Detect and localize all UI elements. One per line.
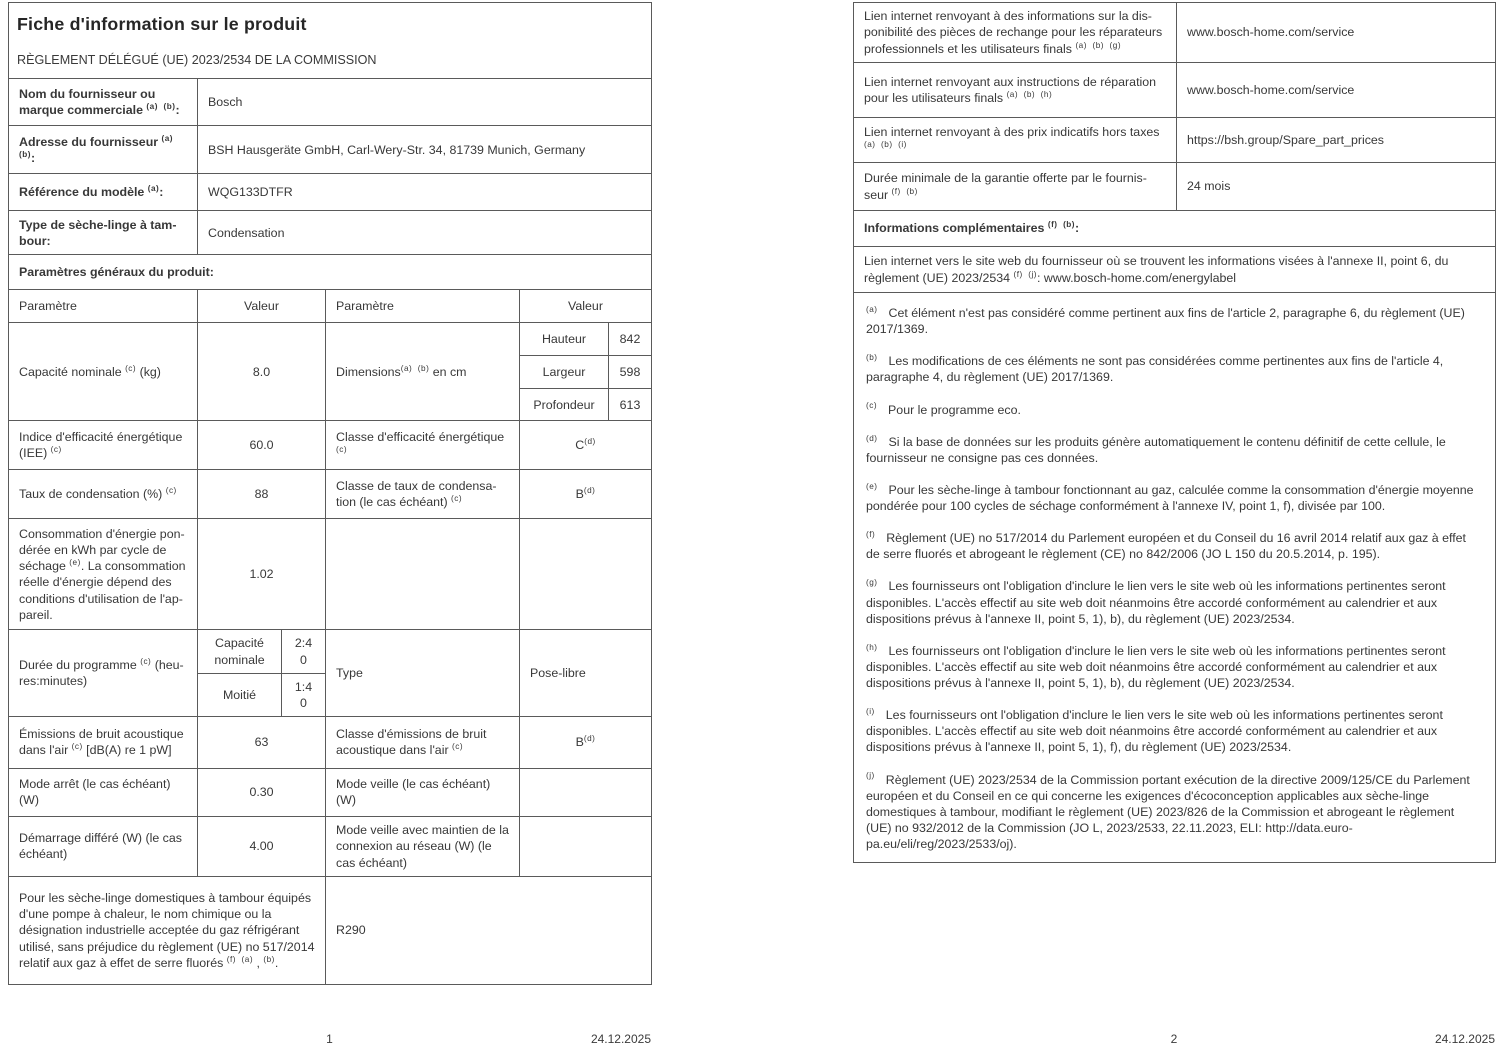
product-fiche-table: [8, 2, 652, 985]
supplier-address-value: BSH Hausgeräte GmbH, Carl-Wery-Str. 34, 81739 Munich, Germany: [198, 126, 652, 174]
supplier-name-value: Bosch: [198, 79, 652, 126]
footnote-e: $^{(e)}$ Pour les sèche-linge à tambour fonctionnant au gaz, calculée comme la consommation d'énergie moyenne pondérée pour 100 cycles de séchage conformément à l'annexe IV, point 1, f), divisée par 100.: [866, 481, 1474, 513]
minimum-guarantee-label: Durée minimale de la garantie offerte par le fournisseur $^{(f) (b)}$: [854, 163, 1177, 211]
regulation-subtitle: RÈGLEMENT DÉLÉGUÉ (UE) 2023/2534 DE LA COMMISSION: [17, 53, 377, 68]
off-mode-value: 0.30: [198, 768, 326, 816]
indicative-prices-link-label: Lien internet renvoyant à des prix indicatifs hors taxes $^{(a) (b) (i)}$: [854, 118, 1177, 163]
dryer-type-value: Condensation: [198, 211, 652, 255]
duration-half-load-value: 1:40: [282, 673, 326, 716]
page-1: [8, 2, 651, 985]
standby-mode-value: [520, 768, 652, 816]
refrigerant-label: Pour les sèche-linge domestiques à tambour équipés d'une pompe à chaleur, le nom chimique ou la désignation industrielle acceptée du gaz réfrigérant utilisé, sans préjudice du règlement (UE) no 517/2014 relatif aux gaz à effet de serre fluorés $^{(f) (a)}$ , $^{(b)}$.: [9, 876, 326, 984]
rated-capacity-label: Capacité nominale $^{(c)}$ (kg): [9, 323, 198, 421]
condensation-rate-value: 88: [198, 470, 326, 519]
footnote-f: $^{(f)}$ Règlement (UE) no 517/2014 du Parlement européen et du Conseil du 16 avril 2014 relatif aux gaz à effet de serre fluorés et abrogeant le règlement (CE) no 842/2006 (JO L 150 du 20.5.2014, p. 195).: [866, 530, 1466, 562]
col-header-parameter-1: Paramètre: [9, 290, 198, 323]
duration-rated-capacity-value: 2:40: [282, 630, 326, 673]
noise-class-label: Classe d'émissions de bruit acoustique dans l'air $^{(c)}$: [326, 716, 520, 768]
additional-information-heading: Informations complémentaires $^{(f) (b)}$:: [854, 211, 1496, 247]
page1-number: 1: [326, 1032, 333, 1046]
col-header-value-1: Valeur: [198, 290, 326, 323]
col-header-parameter-2: Paramètre: [326, 290, 520, 323]
installation-type-label: Type: [326, 630, 520, 717]
footnotes-cell: [854, 293, 1496, 863]
dimension-depth-label: Profondeur: [520, 389, 609, 421]
repair-instructions-link-value: www.bosch-home.com/service: [1177, 63, 1496, 118]
page1-date: 24.12.2025: [590, 1032, 651, 1046]
energy-efficiency-index-value: 60.0: [198, 421, 326, 470]
col-header-value-2: Valeur: [520, 290, 652, 323]
standby-mode-label: Mode veille (le cas échéant) (W): [326, 768, 520, 816]
dimension-height-value: 842: [609, 323, 652, 356]
condensation-class-value: $B^{(d)}$: [520, 470, 652, 519]
networked-standby-value: [520, 816, 652, 876]
energy-efficiency-index-label: Indice d'efficacité énergétique (IEE) $^{(c)}$: [9, 421, 198, 470]
condensation-rate-label: Taux de condensation (%) $^{(c)}$: [9, 470, 198, 519]
dimension-depth-value: 613: [609, 389, 652, 421]
footnote-d: $^{(d)}$ Si la base de données sur les produits génère automatiquement le contenu définitif de cette cellule, le fournisseur ne consigne pas ces données.: [866, 433, 1446, 465]
networked-standby-label: Mode veille avec maintien de la connexion au réseau (W) (le cas échéant): [326, 816, 520, 876]
model-reference-label: Référence du modèle $^{(a)}$:: [9, 174, 198, 211]
duration-half-load-label: Moitié: [198, 673, 282, 716]
off-mode-label: Mode arrêt (le cas échéant) (W): [9, 768, 198, 816]
footnote-i: $^{(i)}$ Les fournisseurs ont l'obligation d'inclure le lien vers le site web où les informations pertinentes seront disponibles. L'accès effectif au site web doit néanmoins être accordé conformément au calendrier et aux dispositions prévus à l'annexe II, point 5, 1), f), du règlement (UE) 2023/2534.: [866, 707, 1443, 755]
noise-class-value: $B^{(d)}$: [520, 716, 652, 768]
empty-cell: [520, 519, 652, 630]
energy-consumption-value: 1.02: [198, 519, 326, 630]
page2-number: 2: [1170, 1032, 1178, 1046]
footnote-h: $^{(h)}$ Les fournisseurs ont l'obligation d'inclure le lien vers le site web où les informations pertinentes seront disponibles. L'accès effectif au site web doit néanmoins être accordé conformément au calendrier et aux dispositions prévus à l'annexe II, point 5, 1), b), du règlement (UE) 2023/2534.: [866, 642, 1446, 690]
page-title: Fiche d'information sur le produit: [17, 14, 307, 34]
minimum-guarantee-value: 24 mois: [1177, 163, 1496, 211]
noise-emission-value: 63: [198, 716, 326, 768]
condensation-class-label: Classe de taux de condensation (le cas échéant) $^{(c)}$: [326, 470, 520, 519]
noise-emission-label: Émissions de bruit acoustique dans l'air $^{(c)}$ [dB(A) re 1 pW]: [9, 716, 198, 768]
installation-type-value: Pose-libre: [520, 630, 652, 717]
energy-class-label: Classe d'efficacité énergétique $^{(c)}$: [326, 421, 520, 470]
footnote-b: $^{(b)}$ Les modifications de ces éléments ne sont pas considérées comme pertinentes aux fins de l'article 4, paragraphe 4, du règlement (UE) 2017/1369.: [866, 353, 1444, 385]
dimensions-label: Dimensions$^{(a) (b)}$ en cm: [326, 323, 520, 421]
delayed-start-value: 4.00: [198, 816, 326, 876]
supplier-website-row: Lien internet vers le site web du fournisseur où se trouvent les informations visées à l'annexe II, point 6, du règlement (UE) 2023/2534 $^{(f) (j)}$: www.bosch-home.com/energylabel: [854, 247, 1496, 293]
footnote-j: $^{(j)}$ Règlement (UE) 2023/2534 de la Commission portant exécution de la directive 2009/125/CE du Parlement européen et du Conseil en ce qui concerne les exigences d'écoconception applicables aux sèche-linge domestiques à tambour, modifiant le règlement (UE) 2023/826 de la Commission et abrogeant le règlement (UE) no 932/2012 de la Commission (JO L, 2023/2533, 22.11.2023, ELI: http://data.europa.eu/eli/reg/2023/2533/oj).: [866, 771, 1470, 851]
links-and-footnotes-table: [853, 2, 1496, 863]
energy-class-value: $C^{(d)}$: [520, 421, 652, 470]
rated-capacity-value: 8.0: [198, 323, 326, 421]
supplier-address-label: Adresse du fournisseur $^{(a) (b)}$:: [9, 126, 198, 174]
duration-rated-capacity-label: Capacité nominale: [198, 630, 282, 673]
delayed-start-label: Démarrage différé (W) (le cas échéant): [9, 816, 198, 876]
refrigerant-value: R290: [326, 876, 652, 984]
title-block: [9, 3, 652, 79]
spare-parts-link-label: Lien internet renvoyant à des informations sur la disponibilité des pièces de rechange pour les réparateurs professionnels et les utilisateurs finals $^{(a) (b) (g)}$: [854, 3, 1177, 63]
dimension-height-label: Hauteur: [520, 323, 609, 356]
supplier-name-label: Nom du fournisseur ou marque commerciale $^{(a) (b)}$:: [9, 79, 198, 126]
energy-consumption-label: Consommation d'énergie pondérée en kWh par cycle de séchage $^{(e)}$. La consommation réelle d'énergie dépend des conditions d'utilisation de l'appareil.: [9, 519, 198, 630]
programme-duration-label: Durée du programme $^{(c)}$ (heures:minutes): [9, 630, 198, 717]
general-parameters-heading: Paramètres généraux du produit:: [9, 255, 652, 290]
dryer-type-label: Type de sèche-linge à tambour:: [9, 211, 198, 255]
model-reference-value: WQG133DTFR: [198, 174, 652, 211]
empty-cell: [326, 519, 520, 630]
footnote-a: $^{(a)}$ Cet élément n'est pas considéré comme pertinent aux fins de l'article 2, paragraphe 6, du règlement (UE) 2017/1369.: [866, 304, 1465, 337]
page2-date: 24.12.2025: [1434, 1032, 1495, 1046]
page-2: [853, 2, 1495, 863]
dimension-width-label: Largeur: [520, 356, 609, 389]
indicative-prices-link-value: https://bsh.group/Spare_part_prices: [1177, 118, 1496, 163]
footnote-c: $^{(c)}$ Pour le programme eco.: [866, 401, 1021, 417]
repair-instructions-link-label: Lien internet renvoyant aux instructions de réparation pour les utilisateurs finals $^{(a) (b) (h)}$: [854, 63, 1177, 118]
dimension-width-value: 598: [609, 356, 652, 389]
footnote-g: $^{(g)}$ Les fournisseurs ont l'obligation d'inclure le lien vers le site web où les informations pertinentes seront disponibles. L'accès effectif au site web doit néanmoins être accordé conformément au calendrier et aux dispositions prévus à l'annexe II, point 5, 1), b), du règlement (UE) 2023/2534.: [866, 578, 1446, 626]
spare-parts-link-value: www.bosch-home.com/service: [1177, 3, 1496, 63]
